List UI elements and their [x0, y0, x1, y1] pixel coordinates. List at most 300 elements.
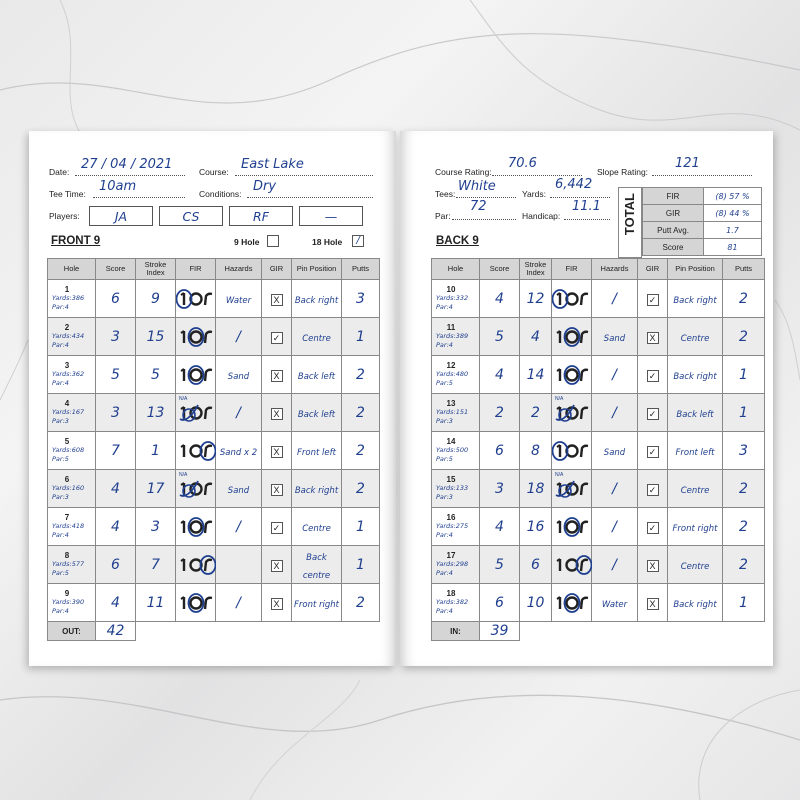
par-prefix: Par:: [436, 607, 449, 615]
player-box-4[interactable]: —: [299, 206, 363, 226]
totals-label: Score: [643, 239, 704, 256]
hole-number: 1: [64, 285, 70, 294]
stroke-index-value: 10: [526, 594, 545, 611]
hole-par: [52, 341, 95, 350]
table-row: [48, 318, 380, 356]
par-value: 3: [448, 417, 453, 425]
hazard-value: Sand: [603, 333, 626, 344]
table-row: [48, 546, 380, 584]
putts-value[interactable]: 1: [739, 404, 748, 421]
hole-number: 12: [446, 361, 456, 370]
stroke-index-value: 7: [151, 556, 160, 573]
par-prefix: Par:: [436, 341, 449, 349]
par-prefix: Par:: [52, 531, 65, 539]
pin-position-value: Back right: [673, 371, 717, 382]
hazard-none-mark: /: [236, 594, 241, 611]
gir-checkbox[interactable]: ✓: [647, 370, 659, 382]
gir-checkbox[interactable]: ✓: [647, 522, 659, 534]
hole-yards: [436, 598, 479, 607]
tees-label: Tees:: [435, 189, 456, 199]
hazard-none-mark: /: [612, 290, 617, 307]
fairway-direction-icon[interactable]: [552, 439, 591, 463]
score-value[interactable]: 6: [495, 594, 504, 611]
score-value[interactable]: 4: [111, 518, 120, 535]
gir-checkbox[interactable]: X: [271, 446, 283, 458]
nine-hole-checkbox[interactable]: [267, 235, 279, 247]
score-value[interactable]: 4: [495, 518, 504, 535]
hole-number: 18: [446, 589, 456, 598]
hazard-value: Sand x 2: [219, 447, 258, 458]
table-row: [432, 394, 765, 432]
fairway-direction-icon[interactable]: [176, 401, 215, 425]
column-header: Putts: [723, 259, 765, 280]
total-row: [432, 622, 765, 641]
score-value[interactable]: 3: [495, 480, 504, 497]
pin-position-value: Back right: [294, 485, 339, 496]
back-nine-title: BACK 9: [436, 235, 479, 247]
eighteen-hole-checkbox[interactable]: /: [352, 235, 364, 247]
hole-yards: [52, 598, 95, 607]
hole-par: [436, 493, 479, 502]
yards-value: 500: [455, 446, 469, 454]
putts-value[interactable]: 1: [356, 556, 365, 573]
yards-prefix: Yards:: [436, 522, 456, 530]
gir-checkbox[interactable]: X: [271, 598, 283, 610]
hole-number: 9: [64, 589, 70, 598]
column-header: Score: [480, 259, 520, 280]
yards-value: 362: [71, 370, 85, 378]
table-row: [432, 508, 765, 546]
hazard-value: Sand: [603, 447, 626, 458]
hole-yards: [436, 294, 479, 303]
totals-row: [643, 239, 762, 256]
fairway-direction-icon[interactable]: [176, 439, 215, 463]
hole-number: 10: [446, 285, 456, 294]
gir-checkbox[interactable]: X: [271, 560, 283, 572]
hole-number: 7: [64, 513, 70, 522]
putts-value[interactable]: 1: [739, 366, 748, 383]
right-page: [400, 131, 773, 666]
column-header: GIR: [262, 259, 292, 280]
score-value[interactable]: 4: [495, 366, 504, 383]
hole-number: 8: [64, 551, 70, 560]
hole-par: [436, 341, 479, 350]
yards-prefix: Yards:: [436, 560, 456, 568]
na-note: N/A: [555, 396, 564, 402]
score-value[interactable]: 5: [495, 328, 504, 345]
fir-cell: [176, 470, 216, 508]
table-row: [432, 470, 765, 508]
score-value[interactable]: 6: [111, 290, 120, 307]
putts-value[interactable]: 2: [356, 442, 365, 459]
table-row: [48, 470, 380, 508]
par-prefix: Par:: [436, 379, 449, 387]
fairway-direction-icon[interactable]: [176, 591, 215, 615]
par-prefix: Par:: [52, 341, 65, 349]
yards-prefix: Yards:: [436, 408, 456, 416]
score-value[interactable]: 3: [111, 404, 120, 421]
hazard-none-mark: /: [236, 518, 241, 535]
column-header: FIR: [552, 259, 592, 280]
fairway-direction-icon[interactable]: [552, 325, 591, 349]
yards-value: 389: [455, 332, 469, 340]
fir-cell: [176, 508, 216, 546]
putts-value[interactable]: 1: [356, 518, 365, 535]
par-value: 4: [448, 341, 453, 349]
fir-cell: [176, 280, 216, 318]
stroke-index-value: 14: [526, 366, 545, 383]
table-row: [432, 432, 765, 470]
putts-value[interactable]: 1: [739, 594, 748, 611]
total-value: 39: [490, 623, 509, 639]
putts-value[interactable]: 2: [739, 518, 748, 535]
score-value[interactable]: 5: [111, 366, 120, 383]
gir-checkbox[interactable]: ✓: [647, 446, 659, 458]
par-prefix: Par:: [52, 493, 65, 501]
fairway-direction-icon[interactable]: [552, 401, 591, 425]
par-prefix: Par:: [52, 607, 65, 615]
putts-value[interactable]: 2: [739, 290, 748, 307]
fir-cell: [552, 432, 592, 470]
fairway-direction-icon[interactable]: [176, 553, 215, 577]
gir-checkbox[interactable]: ✓: [271, 332, 283, 344]
putts-value[interactable]: 1: [356, 328, 365, 345]
totals-table: [642, 187, 762, 256]
hole-yards: [52, 370, 95, 379]
fairway-direction-icon[interactable]: [552, 553, 591, 577]
table-row: [48, 394, 380, 432]
putts-value[interactable]: 3: [739, 442, 748, 459]
fairway-direction-icon[interactable]: [552, 515, 591, 539]
fairway-direction-icon[interactable]: [176, 515, 215, 539]
pin-position-value: Back right: [673, 295, 717, 306]
fairway-direction-icon[interactable]: [176, 287, 215, 311]
yards-value: 167: [71, 408, 85, 416]
pin-position-value: Back left: [297, 409, 336, 420]
hole-yards: [52, 484, 95, 493]
hole-yards: [52, 560, 95, 569]
score-value[interactable]: 6: [111, 556, 120, 573]
par-value: 72: [470, 199, 487, 214]
table-row: [432, 318, 765, 356]
hole-par: [436, 531, 479, 540]
hazard-value: Sand: [227, 485, 250, 496]
fir-cell: [176, 318, 216, 356]
column-header: FIR: [176, 259, 216, 280]
gir-checkbox[interactable]: X: [271, 294, 283, 306]
total-value: 42: [106, 623, 125, 639]
column-header: Putts: [342, 259, 380, 280]
na-note: N/A: [179, 472, 188, 478]
pin-position-value: Front right: [672, 523, 718, 534]
stroke-index-value: 9: [151, 290, 160, 307]
score-value[interactable]: 6: [495, 442, 504, 459]
stroke-index-value: 12: [526, 290, 545, 307]
fairway-direction-icon[interactable]: [176, 363, 215, 387]
table-row: [432, 280, 765, 318]
totals-row: [643, 205, 762, 222]
yards-prefix: Yards:: [52, 294, 72, 302]
column-header: Hole: [432, 259, 480, 280]
hazard-none-mark: /: [236, 328, 241, 345]
putts-value[interactable]: 2: [356, 480, 365, 497]
hole-par: [52, 379, 95, 388]
course-value: East Lake: [241, 157, 304, 172]
score-value[interactable]: 7: [111, 442, 120, 459]
fir-cell: [552, 546, 592, 584]
hole-par: [52, 569, 95, 578]
yards-prefix: Yards:: [52, 332, 72, 340]
hole-par: [52, 303, 95, 312]
par-prefix: Par:: [52, 417, 65, 425]
fairway-direction-icon[interactable]: [552, 477, 591, 501]
gir-checkbox[interactable]: ✓: [647, 294, 659, 306]
par-prefix: Par:: [436, 303, 449, 311]
hazard-none-mark: /: [612, 404, 617, 421]
pin-position-value: Front left: [675, 447, 715, 458]
totals-label: Putt Avg.: [643, 222, 704, 239]
column-header: Hazards: [216, 259, 262, 280]
yards-value: 298: [455, 560, 469, 568]
fir-cell: [176, 584, 216, 622]
hazard-none-mark: /: [236, 404, 241, 421]
fairway-direction-icon[interactable]: [552, 363, 591, 387]
gir-checkbox[interactable]: X: [271, 370, 283, 382]
total-caption: TOTAL: [622, 193, 637, 236]
hole-number: 5: [64, 437, 70, 446]
gir-checkbox[interactable]: ✓: [271, 522, 283, 534]
player-box-2[interactable]: CS: [159, 206, 223, 226]
yards-prefix: Yards:: [436, 332, 456, 340]
total-label: IN:: [450, 626, 461, 636]
hole-number: 11: [446, 323, 456, 332]
left-page: [29, 131, 396, 666]
yards-prefix: Yards:: [52, 446, 72, 454]
fairway-direction-icon[interactable]: [176, 477, 215, 501]
totals-row: [643, 188, 762, 205]
par-value: 3: [64, 493, 69, 501]
yards-prefix: Yards:: [436, 446, 456, 454]
total-label: OUT:: [62, 626, 81, 636]
stroke-index-value: 1: [151, 442, 160, 459]
course-rating-label: Course Rating:: [435, 167, 492, 177]
totals-label: FIR: [643, 188, 704, 205]
totals-row: [643, 222, 762, 239]
table-row: [48, 432, 380, 470]
hole-yards: [436, 560, 479, 569]
hole-number: 6: [64, 475, 70, 484]
yards-prefix: Yards:: [52, 560, 72, 568]
pin-position-value: Back left: [297, 371, 336, 382]
totals-value: 81: [704, 239, 762, 256]
slope-rating-value: 121: [675, 156, 700, 171]
yards-value: 434: [71, 332, 85, 340]
putts-value[interactable]: 3: [356, 290, 365, 307]
front-nine-table: [47, 258, 380, 641]
hole-par: [436, 569, 479, 578]
hole-number: 16: [446, 513, 456, 522]
handicap-label: Handicap:: [522, 211, 561, 221]
player-box-1[interactable]: JA: [89, 206, 153, 226]
gir-checkbox[interactable]: ✓: [647, 408, 659, 420]
gir-checkbox[interactable]: X: [647, 332, 659, 344]
yards-value: 480: [455, 370, 469, 378]
table-row: [48, 280, 380, 318]
hole-number: 3: [64, 361, 70, 370]
par-value: 4: [64, 303, 69, 311]
yards-value: 160: [71, 484, 85, 492]
table-row: [48, 584, 380, 622]
putts-value[interactable]: 2: [739, 556, 748, 573]
par-value: 4: [448, 607, 453, 615]
yards-value: 332: [455, 294, 469, 302]
stroke-index-value: 11: [146, 594, 165, 611]
stroke-index-value: 8: [531, 442, 540, 459]
yards-prefix: Yards:: [52, 598, 72, 606]
par-value: 4: [448, 303, 453, 311]
score-value[interactable]: 2: [495, 404, 504, 421]
pin-position-value: Centre: [302, 333, 331, 344]
hole-par: [52, 531, 95, 540]
table-row: [48, 508, 380, 546]
par-value: 5: [64, 569, 69, 577]
pin-position-value: Centre: [680, 561, 710, 572]
hole-par: [436, 455, 479, 464]
par-value: 4: [64, 531, 69, 539]
hole-yards: [52, 332, 95, 341]
pin-position-value: Back right: [673, 599, 717, 610]
date-label: Date:: [49, 167, 70, 177]
par-value: 5: [64, 455, 69, 463]
stroke-index-value: 4: [531, 328, 540, 345]
column-header: Hazards: [592, 259, 638, 280]
pin-position-value: Back right: [294, 295, 339, 306]
hole-number: 2: [64, 323, 70, 332]
score-value[interactable]: 3: [111, 328, 120, 345]
totals-value: (8) 44 %: [704, 205, 762, 222]
hole-yards: [52, 294, 95, 303]
pin-position-value: Centre: [302, 523, 331, 534]
hazard-value: Sand: [227, 371, 250, 382]
putts-value[interactable]: 2: [739, 328, 748, 345]
putts-value[interactable]: 2: [739, 480, 748, 497]
yards-value: 608: [71, 446, 85, 454]
tee-time-label: Tee Time:: [49, 189, 86, 199]
gir-checkbox[interactable]: X: [271, 408, 283, 420]
gir-checkbox[interactable]: ✓: [647, 484, 659, 496]
putts-value[interactable]: 2: [356, 366, 365, 383]
gir-checkbox[interactable]: X: [647, 560, 659, 572]
fir-cell: [552, 356, 592, 394]
stroke-index-value: 5: [151, 366, 160, 383]
hole-yards: [436, 332, 479, 341]
putts-value[interactable]: 2: [356, 404, 365, 421]
yards-value: 390: [71, 598, 85, 606]
hazard-value: Water: [225, 295, 252, 306]
par-label: Par:: [435, 211, 451, 221]
yards-value: 275: [455, 522, 469, 530]
hole-yards: [436, 370, 479, 379]
score-value[interactable]: 5: [495, 556, 504, 573]
fairway-direction-icon[interactable]: [552, 591, 591, 615]
par-value: 4: [448, 531, 453, 539]
score-value[interactable]: 4: [111, 594, 120, 611]
conditions-label: Conditions:: [199, 189, 242, 199]
yards-prefix: Yards:: [436, 484, 456, 492]
column-header: Score: [96, 259, 136, 280]
fairway-direction-icon[interactable]: [176, 325, 215, 349]
fir-cell: [552, 584, 592, 622]
yards-prefix: Yards:: [52, 522, 72, 530]
hazard-value: Water: [601, 599, 628, 610]
stroke-index-value: 6: [531, 556, 540, 573]
players-label: Players:: [49, 211, 80, 221]
gir-checkbox[interactable]: X: [647, 598, 659, 610]
par-prefix: Par:: [436, 417, 449, 425]
hole-yards: [52, 522, 95, 531]
hole-number: 14: [446, 437, 456, 446]
fir-cell: [552, 318, 592, 356]
hole-par: [52, 455, 95, 464]
column-header: Pin Position: [668, 259, 723, 280]
hazard-none-mark: /: [612, 556, 617, 573]
yards-value: 6,442: [555, 177, 593, 192]
yards-label: Yards:: [522, 189, 546, 199]
handicap-value: 11.1: [572, 199, 601, 214]
stroke-index-value: 18: [526, 480, 545, 497]
fairway-direction-icon[interactable]: [552, 287, 591, 311]
par-value: 4: [64, 341, 69, 349]
table-row: [432, 356, 765, 394]
table-row: [48, 356, 380, 394]
tee-time-value: 10am: [99, 179, 137, 194]
fir-cell: [552, 394, 592, 432]
hazard-none-mark: /: [612, 480, 617, 497]
fir-cell: [176, 394, 216, 432]
column-header: Hole: [48, 259, 96, 280]
par-value: 5: [448, 379, 453, 387]
na-note: N/A: [555, 472, 564, 478]
fir-cell: [176, 546, 216, 584]
yards-prefix: Yards:: [436, 370, 456, 378]
date-value: 27 / 04 / 2021: [81, 157, 173, 172]
yards-value: 382: [455, 598, 469, 606]
yards-prefix: Yards:: [52, 370, 72, 378]
hole-number: 4: [64, 399, 70, 408]
yards-prefix: Yards:: [436, 598, 456, 606]
pin-position-value: Back left: [676, 409, 714, 420]
par-prefix: Par:: [436, 531, 449, 539]
fir-cell: [176, 356, 216, 394]
score-value[interactable]: 4: [111, 480, 120, 497]
hole-yards: [436, 408, 479, 417]
putts-value[interactable]: 2: [356, 594, 365, 611]
hazard-none-mark: /: [612, 366, 617, 383]
gir-checkbox[interactable]: X: [271, 484, 283, 496]
course-rating-value: 70.6: [508, 156, 537, 171]
hole-number: 17: [446, 551, 456, 560]
player-box-3[interactable]: RF: [229, 206, 293, 226]
yards-value: 418: [71, 522, 85, 530]
na-note: N/A: [179, 396, 188, 402]
hole-yards: [436, 446, 479, 455]
par-value: 4: [448, 569, 453, 577]
hazard-none-mark: /: [612, 518, 617, 535]
score-value[interactable]: 4: [495, 290, 504, 307]
back-nine-table: [431, 258, 765, 641]
hole-yards: [436, 484, 479, 493]
par-prefix: Par:: [436, 455, 449, 463]
